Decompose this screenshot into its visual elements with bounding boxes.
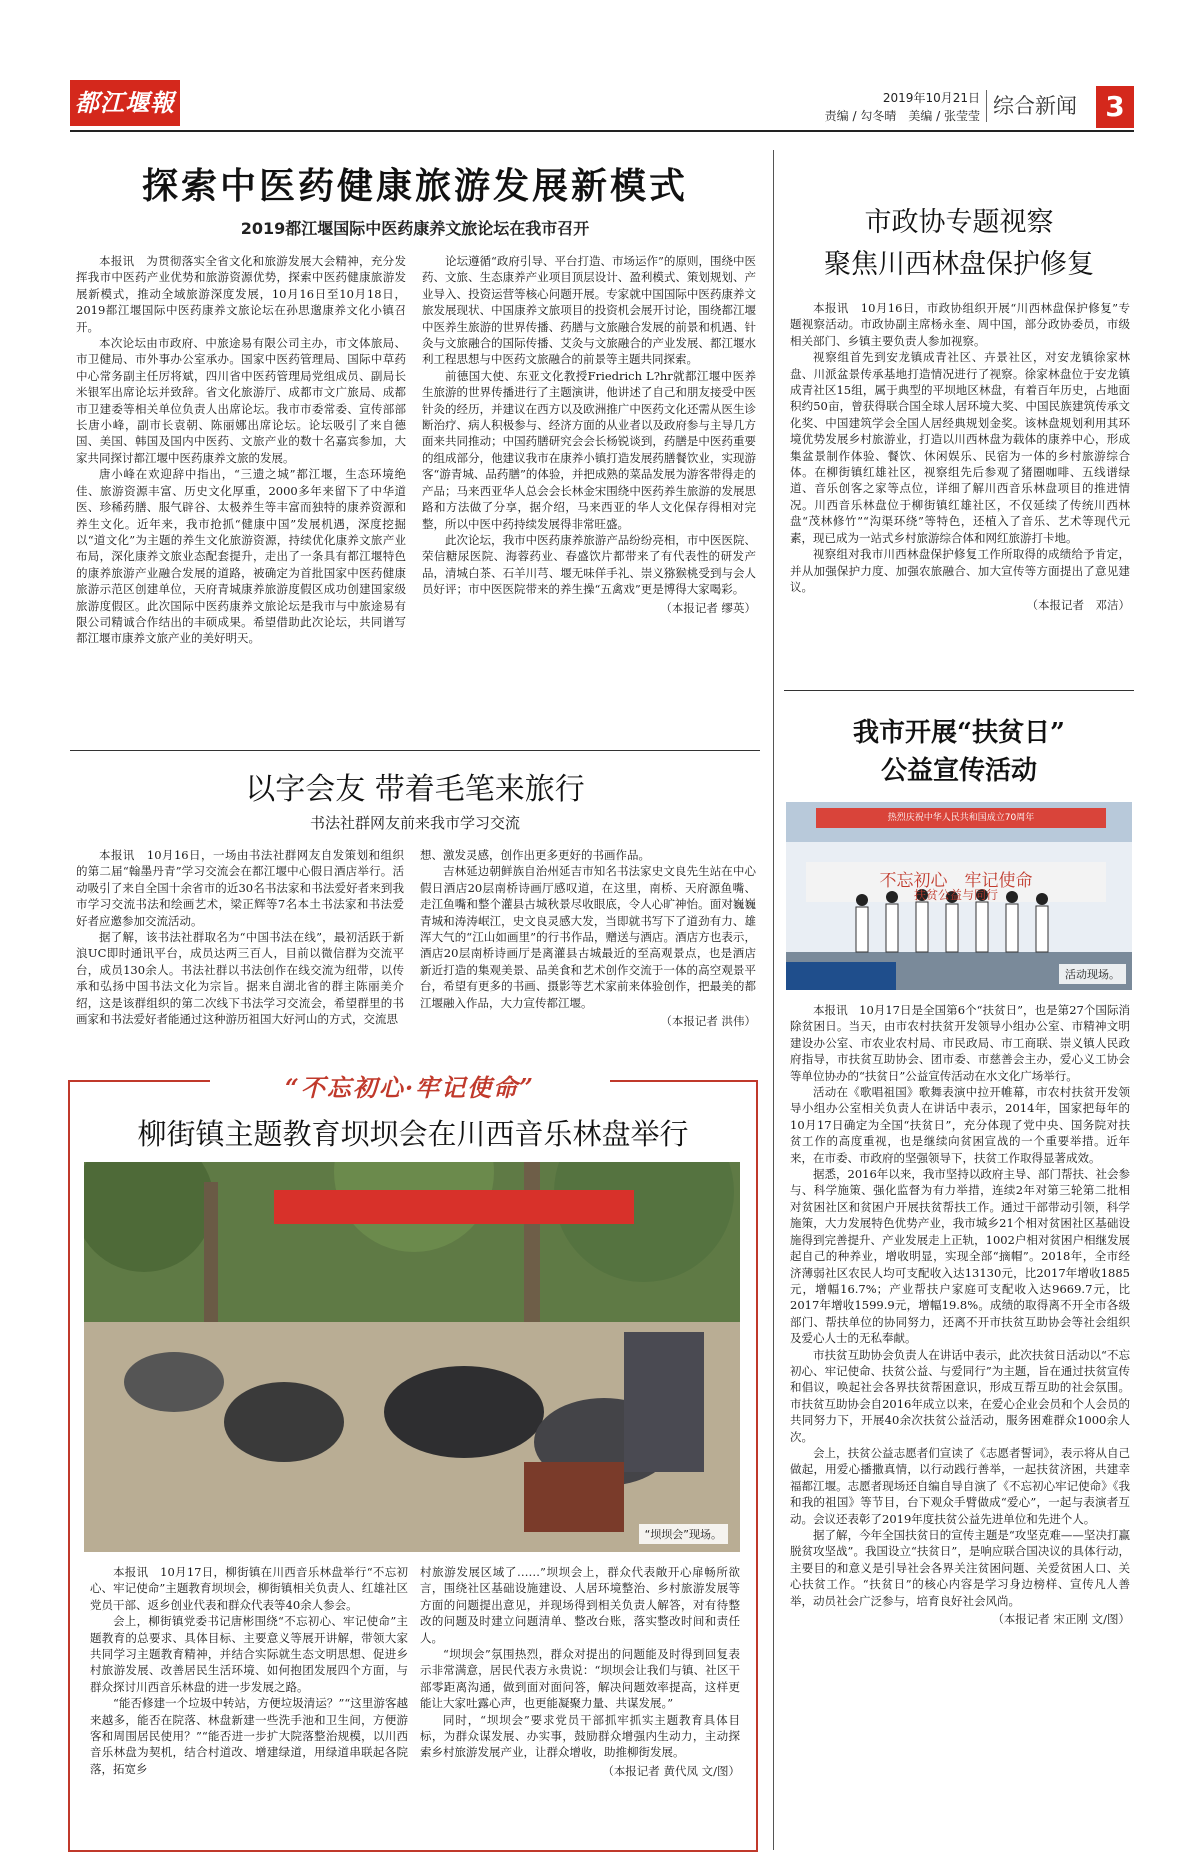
event-photo <box>786 802 1132 990</box>
article-body <box>790 1002 1130 1627</box>
article-title: 柳街镇主题教育坝坝会在川西音乐林盘举行 <box>137 1117 689 1151</box>
byline: （本报记者 缪英） <box>660 600 756 615</box>
article-column-1 <box>76 847 404 1027</box>
byline: （本报记者 洪伟） <box>660 1014 756 1029</box>
section-rule <box>784 690 1134 691</box>
article-title-line-2: 聚焦川西林盘保护修复 <box>824 249 1094 280</box>
article-subtitle: 书法社群网友前来我市学习交流 <box>309 814 520 832</box>
photo-caption: 活动现场。 <box>1059 964 1126 984</box>
issue-date: 2019年10月21日 <box>882 91 980 105</box>
paragraph: 村旅游发展区域了……”坝坝会上，群众代表敞开心扉畅所欲言，围绕社区基础设施建设、人居环境整治、乡村旅游发展等方面的问题提出意见，并现场得到相关负责人解答，对有待整改的问题及时建立问题清单、整改台账，落实整改时间和责任人。 <box>420 1565 740 1645</box>
paragraph: 活动在《歌唱祖国》歌舞表演中拉开帷幕，市农村扶贫开发领导小组办公室相关负责人在讲话中表示，2014年，国家把每年的10月17日确定为全国“扶贫日”，充分体现了党中央、国务院对扶贫工作的高度重视，也是继续向贫困宣战的一个重要举措。近年来，在市委、市政府的坚强领导下，扶贫工作取得显著成效。 <box>790 1085 1130 1165</box>
paragraph: 吉林延边朝鲜族自治州延吉市知名书法家史文良先生站在中心假日酒店20层南桥诗画厅感叹道，在这里，南桥、天府源鱼嘴、走江鱼嘴和整个灌县古城秋景尽收眼底，令人心旷神怡。面对巍巍青城和涛涛岷江，史文良灵感大发，当即就书写下了道劲有力、雄浑大气的“江山如画里”的行书作品，赠送与酒店。酒店方也表示，酒店20层南桥诗画厅是离灌县古城最近的至高观景点，也是酒店新近打造的集观美景、品美食和艺术创作交流于一体的高空观景平台，希望有更多的书画、摄影等艺术家前来体验创作，把最美的都江堰融入作品，大力宣传都江堰。 <box>420 864 756 1010</box>
section-name: 综合新闻 <box>993 94 1077 118</box>
photo-illustration <box>84 1162 740 1552</box>
paragraph: 本报讯 10月16日，市政协组织开展“川西林盘保护修复”专题视察活动。市政协副主席杨永奎、周中国，部分政协委员，市级相关部门、乡镇主要负责人参加视察。 <box>790 301 1130 348</box>
paragraph: “坝坝会”氛围热烈，群众对提出的问题能及时得到回复表示非常满意，居民代表方永贵说：“坝坝会让我们与镇、社区干部零距离沟通，做到面对面问答，解决问题效率提高，这样更能让大家吐露心声，也更能凝聚力量、共谋发展。” <box>420 1647 740 1711</box>
article-column-1 <box>76 253 406 647</box>
paragraph: “能否修建一个垃圾中转站，方便垃圾清运？”“这里游客越来越多，能否在院落、林盘新建一些洗手池和卫生间，方便游客和周围居民使用？”“能否进一步扩大院落整治规模，以川西音乐林盘为契机，结合村道改、增建绿道，用绿道串联起各院落，拓宽乡 <box>90 1696 408 1776</box>
paragraph: 本报讯 10月17日，柳街镇在川西音乐林盘举行“不忘初心、牢记使命”主题教育坝坝会，柳街镇相关负责人、红雄社区党员干部、返乡创业代表和群众代表等40余人参会。 <box>90 1565 408 1612</box>
article-liujie-meeting <box>68 1073 758 1852</box>
article-title-line-2: 公益宣传活动 <box>880 756 1037 786</box>
masthead <box>0 0 1200 140</box>
meeting-photo <box>84 1162 740 1552</box>
article-column-2 <box>420 847 756 1029</box>
byline: （本报记者 黄代凤 文/图） <box>602 1763 740 1778</box>
photo-caption: “坝坝会”现场。 <box>639 1524 728 1544</box>
logo-text: 都江堰報 <box>75 88 175 117</box>
article-cppcc-inspection <box>784 150 1134 680</box>
stage-subbanner: 扶贫公益与同行 <box>913 888 998 902</box>
paragraph: 视察组对我市川西林盘保护修复工作所取得的成绩给予肯定，并从加强保护力度、加强农旅融合、加大宣传等方面提出了意见建议。 <box>790 547 1130 594</box>
article-tcm-tourism <box>70 150 760 748</box>
article-column-1 <box>90 1564 408 1777</box>
article-title: 探索中医药健康旅游发展新模式 <box>141 165 688 207</box>
paragraph: 本报讯 10月17日是全国第6个“扶贫日”，也是第27个国际消除贫困日。当天，由市农村扶贫开发领导小组办公室、市精神文明建设办公室、市农业农村局、市民政局、市工商联、崇义镇人民政府指导，市扶贫互助协会、团市委、市慈善会主办，爱心义工协会等单位协办的“扶贫日”公益宣传活动在水文化广场举行。 <box>790 1003 1130 1083</box>
paragraph: 此次论坛，我市中医药康养旅游产品纷纷亮相，市中医医院、荣信糖尿医院、海蓉药业、春盛饮片都带来了有代表性的研发产品，清城白茶、石羊川芎、堰无味佯手礼、崇义猕猴桃受到与会人员好评；市中医医院带来的养生操“五禽戏”更是博得大家喝彩。 <box>422 532 756 597</box>
editors-line: 责编 / 勾冬晴 美编 / 张莹莹 <box>824 109 980 123</box>
paragraph: 据悉，2016年以来，我市坚持以政府主导、部门帮扶、社会参与、科学施策、强化监督为有力举措，连续2年对第三轮第二批相对贫困社区和贫困户开展扶贫帮扶工作。通过干部带动引领，科学施策，大力发展特色优势产业，我市城乡21个相对贫困社区基础设施得到完善提升、产业发展走上正轨，1002户相对贫困户相继发展起自己的种养业，增收明显，实现全部“摘帽”。2018年，全市经济薄弱社区农民人均可支配收入达13130元，比2017年增收1885元，增幅16.7%；产业帮扶户家庭可支配收入达9669.7元，比2017年增收1599.9元，增幅19.8%。成绩的取得离不开全市各级部门、帮扶单位的协同努力，还离不开市扶贫互助协会等社会组织及爱心人士的无私奉献。 <box>790 1167 1130 1346</box>
paragraph: 市扶贫互助协会负责人在讲话中表示，此次扶贫日活动以“不忘初心、牢记使命、扶贫公益、与爱同行”为主题，旨在通过扶贫宣传和倡议，唤起社会各界扶贫帮困意识，形成互帮互助的社会氛围。市扶贫互助协会自2016年成立以来，在爱心企业会员和个人会员的共同努力下，开展40余次扶贫公益活动，服务困难群众1000余人次。 <box>790 1347 1130 1444</box>
page-number: 3 <box>1105 90 1125 123</box>
section-divider <box>986 90 987 122</box>
article-title: 以字会友 带着毛笔来旅行 <box>245 772 585 807</box>
paragraph: 前德国大使、东亚文化教授Friedrich L?hr就都江堰中医养生旅游的世界传播进行了主题演讲，他讲述了自己和朋友接受中医针灸的经历，并建议在西方以及欧洲推广中医药文化还需从医生诊断治疗、病人积极参与、经济方面的从业者以及政府参与主导几方面来共同推动；中国药膳研究会会长杨锐谈到，药膳是中医药重要的组成部分，他建议我市在康养小镇打造发展药膳餐饮业，实现游客“游青城、品药膳”的体验，并把成熟的菜品发展为游客带得走的产品；马来西亚华人总会会长林金宋围绕中医药养生旅游的发展思路和方法做了分享，据介绍，马来西亚的华人文化保存得相对完整，所以中医中药持续发展得非常旺盛。 <box>422 368 756 531</box>
stage-top-banner: 热烈庆祝中华人民共和国成立70周年 <box>887 813 1035 823</box>
column-divider <box>773 150 774 1850</box>
paragraph: 论坛遵循“政府引导、平台打造、市场运作”的原则，围绕中医药、文旅、生态康养产业项目顶层设计、盈利模式、策划规划、产业导入、投资运营等核心问题开展。专家就中国国际中医药康养文旅发展现状、中国康养文旅项目的投资机会展开讨论，围绕都江堰中医养生旅游的世界传播、药膳与文旅融合发展的前景和机遇、针灸与文旅融合的国际传播、艾灸与文旅融合的产业发展、都江堰水利工程思想与中医药文旅融合的前景等主题共同探索。 <box>422 254 756 367</box>
paragraph: 视察组首先到安龙镇成青社区、卉景社区，对安龙镇徐家林盘、川派盆景传承基地打造情况进行了视察。徐家林盘位于安龙镇成青社区15组，属于典型的平坝地区林盘，有着百年历史，占地面积约50亩，曾获得联合国全球人居环境大奖、中国民族建筑传承文化奖、中国建筑学会全国人居经典规划金奖。该林盘规划利用其环境优势发展乡村旅游业，打造以川西林盘为载体的康养中心，形成集盆景制作体验、餐饮、休闲娱乐、民宿为一体的乡村旅游综合体。在柳街镇红雄社区，视察组先后参观了猪圈咖啡、五线谱绿道、音乐创客之家等点位，详细了解川西音乐林盘项目的推进情况。川西音乐林盘位于柳街镇红雄社区，不仅延续了传统川西林盘“茂林修竹”“沟渠环绕”等特色，还植入了音乐、艺术等现代元素，现已成为一站式乡村旅游综合体和网红旅游打卡地。 <box>790 350 1130 545</box>
paragraph: 本次论坛由市政府、中旅途易有限公司主办，市文体旅局、市卫健局、市外事办公室承办。国家中医药管理局、国际中草药中心常务副主任厉将斌，四川省中医药管理局党组成员、副局长米银军出席论坛并致辞。省文化旅游厅、成都市文广旅局、成都市卫建委等相关单位负责人出席论坛。我市市委常委、宣传部部长唐小峰，副市长袁朝、陈丽娜出席论坛。论坛吸引了来自德国、美国、韩国及国内中医药、文旅产业的数十名嘉宾参加，大家共同探讨都江堰中医药康养文旅的发展。 <box>76 336 406 465</box>
paragraph: 会上，扶贫公益志愿者们宣读了《志愿者誓词》，表示将从自己做起，用爱心播撒真情，以行动践行善举，一起扶贫济困，共建幸福都江堰。志愿者现场还自编自导自演了《不忘初心牢记使命》《我和我的祖国》等节目，台下观众手臂做成“爱心”，一起与表演者互动。会议还表彰了2019年度扶贫公益先进单位和先进个人。 <box>790 1445 1130 1526</box>
campaign-banner-text: “不忘初心·牢记使命” <box>285 1073 535 1102</box>
article-column-2 <box>420 1564 740 1779</box>
article-calligraphy <box>70 752 760 1072</box>
paragraph: 同时，“坝坝会”要求党员干部抓牢抓实主题教育具体目标，为群众谋发展、办实事，鼓励群众增强内生动力，主动探索乡村旅游发展产业，让群众增收，助推柳街发展。 <box>420 1712 740 1760</box>
paragraph: 本报讯 为贯彻落实全省文化和旅游发展大会精神，充分发挥我市中医药产业优势和旅游资源优势，探索中医药健康旅游发展新模式，推动全域旅游深度发展，10月16日至10月18日，2019都江堰国际中医药康养文旅论坛在孙思邈康养文化小镇召开。 <box>76 254 406 334</box>
stage-banner: 不忘初心 牢记使命 <box>879 871 1033 891</box>
masthead-rule <box>70 130 1134 132</box>
paragraph: 会上，柳街镇党委书记唐彬围绕“不忘初心、牢记使命”主题教育的总要求、具体目标、主要意义等展开讲解，带领大家共同学习主题教育精神，并结合实际就生态文明思想、促进乡村旅游发展、改善居民生活环境、如何抱团发展四个方面，与群众探讨川西音乐林盘的进一步发展之路。 <box>90 1614 408 1694</box>
article-column-2 <box>422 253 756 616</box>
paragraph: 据了解，今年全国扶贫日的宣传主题是“攻坚克难——坚决打赢脱贫攻坚战”。我国设立“扶贫日”，是响应联合国决议的具体行动，主要目的和意义是引导社会各界关注贫困问题、关爱贫困人口、关心扶贫工作。“扶贫日”的核心内容是学习身边榜样、宣传凡人善举，动员社会广泛参与，培育良好社会风尚。 <box>790 1528 1130 1608</box>
section-rule <box>70 750 760 751</box>
article-subtitle: 2019都江堰国际中医药康养文旅论坛在我市召开 <box>240 219 590 238</box>
article-title-line-1: 市政协专题视察 <box>864 207 1054 238</box>
byline: （本报记者 邓洁） <box>1026 598 1130 613</box>
paragraph: 想、激发灵感，创作出更多更好的书画作品。 <box>420 848 650 862</box>
article-body <box>790 300 1130 614</box>
paragraph: 唐小峰在欢迎辞中指出，“三遗之城”都江堰，生态环境绝佳、旅游资源丰富、历史文化厚重，2000多年来留下了中华道医、珍稀药膳、服气辟谷、太极养生等丰富而独特的康养资源和养生文化。近年来，我市抢抓“健康中国”发展机遇，深度挖掘以“道文化”为主题的养生文化旅游资源，持续优化康养文旅产业布局，深化康养文旅业态配套提升，走出了一条具有都江堰特色的康养旅游产业融合发展的道路，被确定为首批国家中医药健康旅游示范区创建单位，天府青城康养旅游度假区成功创建国家级旅游度假区。此次国际中医药康养文旅论坛是我市与中旅途易有限公司精诚合作结出的丰硕成果。希望借助此次论坛，共同谱写都江堰市康养文旅产业的美好明天。 <box>76 467 406 646</box>
paragraph: 据了解，该书法社群取名为“中国书法在线”，最初活跃于新浪UC即时通讯平台，成员达两三百人，目前以微信群为交流平台，成员130余人。书法社群以书法创作在线交流为纽带，以传承和弘扬中国书法文化为宗旨。据来自湖北省的群主陈丽美介绍，这是该群组织的第二次线下书法学习交流会，希望群里的书画家和书法爱好者能通过这种游历祖国大好河山的方式，交流思 <box>76 930 404 1027</box>
article-title-line-1: 我市开展“扶贫日” <box>853 718 1065 748</box>
paragraph: 本报讯 10月16日，一场由书法社群网友自发策划和组织的第二届“翰墨丹青”学习交流会在都江堰中心假日酒店举行。活动吸引了来自全国十余省市的近30名书法家和书法爱好者来到我市学习交流书法和绘画艺术，梁正辉等7名本土书法家和书法爱好者应邀参加交流活动。 <box>76 848 404 928</box>
article-poverty-day <box>784 692 1134 1852</box>
byline: （本报记者 宋正刚 文/图） <box>992 1612 1130 1627</box>
